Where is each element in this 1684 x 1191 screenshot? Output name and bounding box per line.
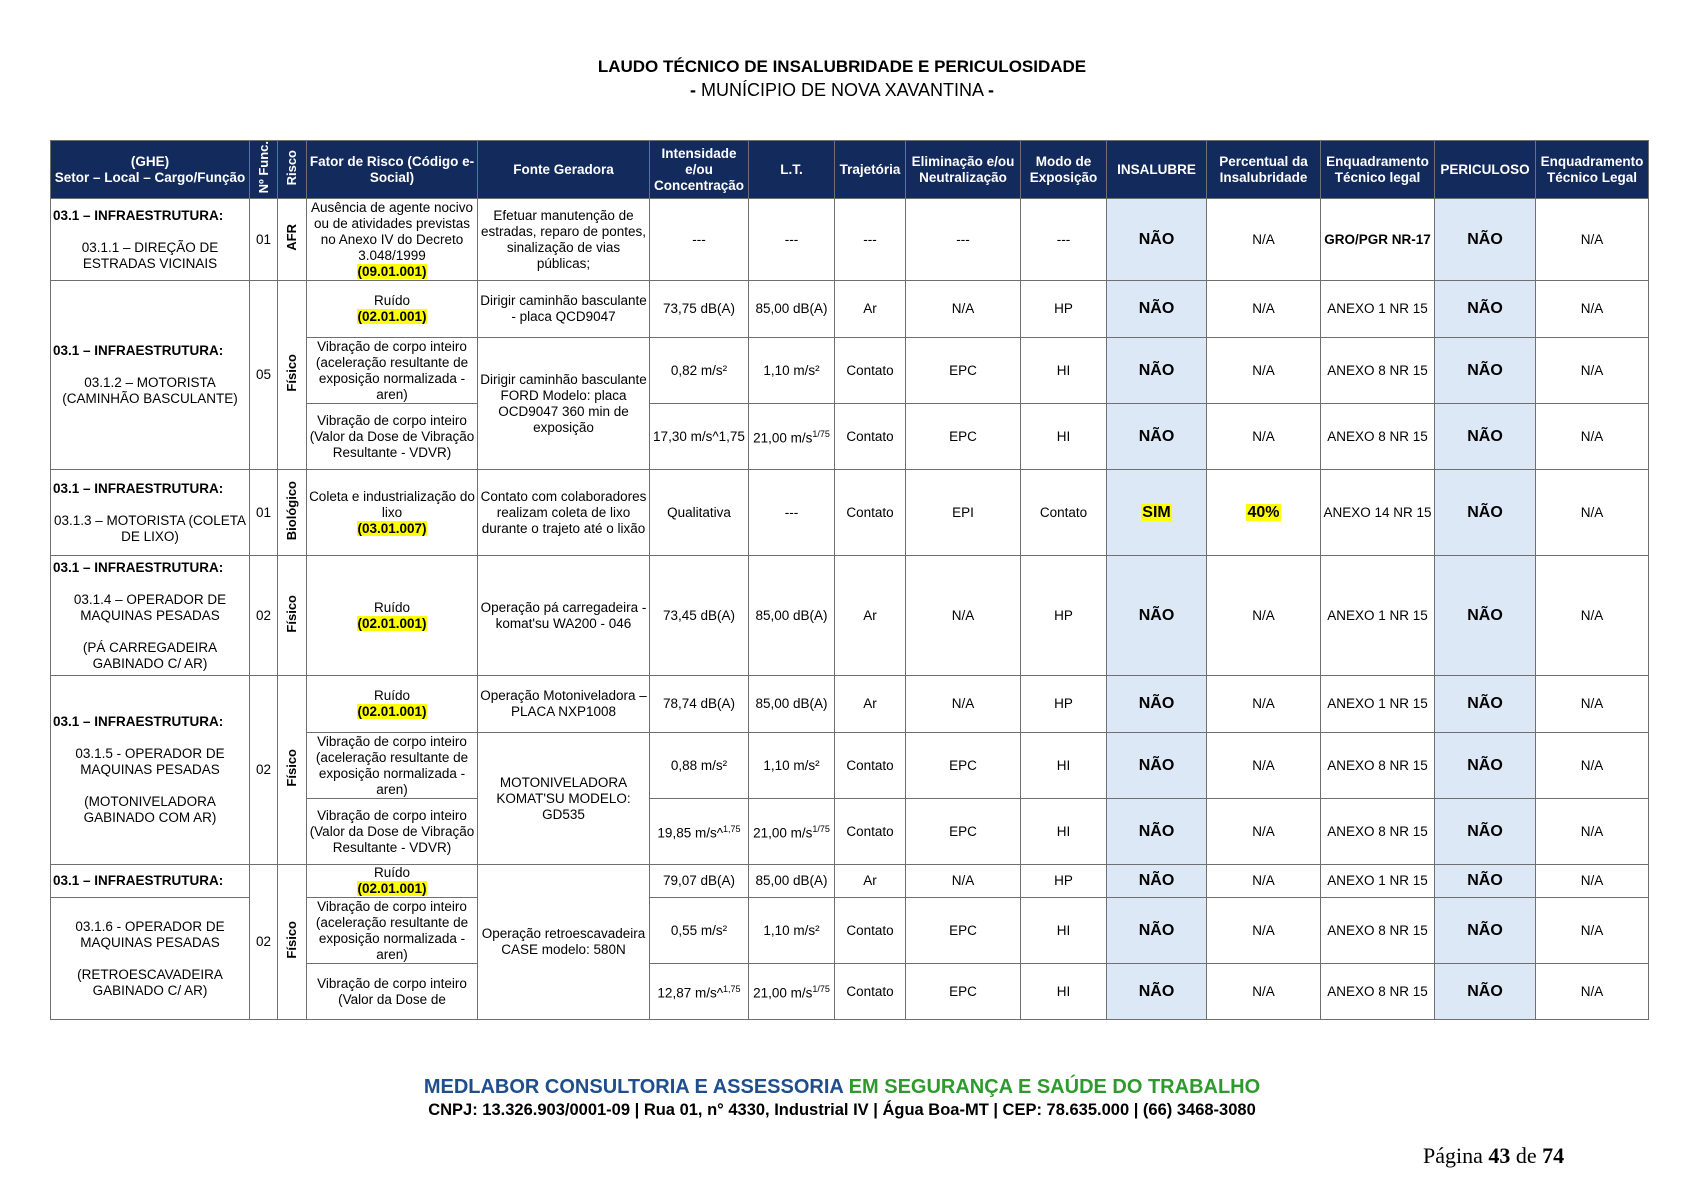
fator-cell: Vibração de corpo inteiro (Valor da Dose de	[307, 964, 478, 1020]
footer-company	[0, 1076, 1684, 1099]
trajetoria-cell: Contato	[835, 964, 906, 1020]
fator-cell: Ruído (02.01.001)	[307, 556, 478, 676]
eliminacao-cell: N/A	[906, 556, 1021, 676]
eliminacao-cell: EPC	[906, 404, 1021, 470]
trajetoria-cell: ---	[835, 199, 906, 281]
col-modo: Modo de Exposição	[1021, 141, 1107, 199]
ghe-cell: 03.1.6 - OPERADOR DE MAQUINAS PESADAS (RETROESCAVADEIRA GABINADO C/ AR)	[51, 898, 250, 1020]
intensidade-cell: 73,75 dB(A)	[650, 281, 749, 338]
nfunc-cell: 01	[250, 470, 278, 556]
insalubre-cell: NÃO	[1107, 865, 1207, 898]
subtitle-dash-left: -	[689, 80, 696, 100]
ghe-cell: 03.1 – INFRAESTRUTURA: 03.1.2 – MOTORISTA (CAMINHÃO BASCULANTE)	[51, 281, 250, 470]
intensidade-cell: 79,07 dB(A)	[650, 865, 749, 898]
col-fonte: Fonte Geradora	[478, 141, 650, 199]
nfunc-cell: 05	[250, 281, 278, 470]
periculoso-cell: NÃO	[1435, 964, 1536, 1020]
table-row	[51, 556, 1649, 676]
intensidade-cell: 0,55 m/s²	[650, 898, 749, 964]
fonte-cell: Operação Motoniveladora – PLACA NXP1008	[478, 676, 650, 733]
nfunc-cell: 01	[250, 199, 278, 281]
col-insalubre: INSALUBRE	[1107, 141, 1207, 199]
intensidade-cell: 0,88 m/s²	[650, 733, 749, 799]
document-subtitle	[0, 80, 1684, 101]
ghe-cell: 03.1 – INFRAESTRUTURA: 03.1.5 - OPERADOR DE MAQUINAS PESADAS (MOTONIVELADORA GABINADO COM AR)	[51, 676, 250, 865]
periculoso-cell: NÃO	[1435, 676, 1536, 733]
trajetoria-cell: Ar	[835, 865, 906, 898]
fator-cell: Vibração de corpo inteiro (aceleração resultante de exposição normalizada - aren)	[307, 733, 478, 799]
fator-cell: Vibração de corpo inteiro (Valor da Dose de Vibração Resultante - VDVR)	[307, 799, 478, 865]
fator-cell: Ausência de agente nocivo ou de atividades previstas no Anexo IV do Decreto 3.048/1999 (09.01.001)	[307, 199, 478, 281]
enquadramento-cell: ANEXO 1 NR 15	[1321, 281, 1435, 338]
trajetoria-cell: Ar	[835, 281, 906, 338]
insalubre-cell: NÃO	[1107, 338, 1207, 404]
modo-cell: HP	[1021, 676, 1107, 733]
enquadramento-legal-cell: N/A	[1536, 898, 1649, 964]
footer-address: CNPJ: 13.326.903/0001-09 | Rua 01, n° 4330, Industrial IV | Água Boa-MT | CEP: 78.635.000 | (66) 3468-3080	[428, 1101, 1256, 1119]
table-row	[51, 865, 1649, 898]
enquadramento-legal-cell: N/A	[1536, 799, 1649, 865]
modo-cell: HI	[1021, 898, 1107, 964]
col-intensidade: Intensidade e/ou Concentração	[650, 141, 749, 199]
modo-cell: Contato	[1021, 470, 1107, 556]
col-risco: Risco	[278, 141, 307, 199]
fonte-cell: Operação retroescavadeira CASE modelo: 580N	[478, 865, 650, 1020]
col-eliminacao: Eliminação e/ou Neutralização	[906, 141, 1021, 199]
modo-cell: ---	[1021, 199, 1107, 281]
trajetoria-cell: Contato	[835, 898, 906, 964]
table-row	[51, 281, 1649, 338]
modo-cell: HI	[1021, 733, 1107, 799]
enquadramento-legal-cell: N/A	[1536, 404, 1649, 470]
lt-cell: 1,10 m/s²	[749, 733, 835, 799]
trajetoria-cell: Contato	[835, 470, 906, 556]
ghe-cell: 03.1 – INFRAESTRUTURA: 03.1.1 – DIREÇÃO DE ESTRADAS VICINAIS	[51, 199, 250, 281]
periculoso-cell: NÃO	[1435, 281, 1536, 338]
col-enquadramento-legal: Enquadramento Técnico Legal	[1536, 141, 1649, 199]
page-number: Página 43 de 74	[1423, 1143, 1565, 1168]
col-nfunc: Nº Func.	[250, 141, 278, 199]
table-row	[51, 199, 1649, 281]
risco-cell: Físico	[278, 676, 307, 865]
footer-company-area: EM SEGURANÇA E SAÚDE DO TRABALHO	[848, 1076, 1261, 1098]
enquadramento-cell: ANEXO 1 NR 15	[1321, 556, 1435, 676]
intensidade-cell: 73,45 dB(A)	[650, 556, 749, 676]
percentual-cell: N/A	[1207, 898, 1321, 964]
insalubre-cell: NÃO	[1107, 676, 1207, 733]
enquadramento-cell: ANEXO 1 NR 15	[1321, 676, 1435, 733]
lt-cell: 85,00 dB(A)	[749, 556, 835, 676]
insalubre-cell: NÃO	[1107, 964, 1207, 1020]
col-ghe: (GHE) Setor – Local – Cargo/Função	[51, 141, 250, 199]
ghe-cell: 03.1 – INFRAESTRUTURA: 03.1.3 – MOTORISTA (COLETA DE LIXO)	[51, 470, 250, 556]
col-trajetoria: Trajetória	[835, 141, 906, 199]
trajetoria-cell: Contato	[835, 404, 906, 470]
risk-table	[50, 140, 1649, 1020]
insalubre-cell: NÃO	[1107, 556, 1207, 676]
lt-cell: 1,10 m/s²	[749, 338, 835, 404]
eliminacao-cell: N/A	[906, 676, 1021, 733]
subtitle-dash-right: -	[988, 80, 995, 100]
modo-cell: HI	[1021, 964, 1107, 1020]
periculoso-cell: NÃO	[1435, 865, 1536, 898]
fator-cell: Ruído (02.01.001)	[307, 676, 478, 733]
lt-cell: 1,10 m/s²	[749, 898, 835, 964]
percentual-cell: 40%	[1207, 470, 1321, 556]
percentual-cell: N/A	[1207, 404, 1321, 470]
enquadramento-legal-cell: N/A	[1536, 676, 1649, 733]
enquadramento-legal-cell: N/A	[1536, 470, 1649, 556]
lt-cell: ---	[749, 199, 835, 281]
table-row	[51, 470, 1649, 556]
insalubre-cell: SIM	[1107, 470, 1207, 556]
lt-cell: 21,00 $m/s^{1/75}$	[749, 799, 835, 865]
modo-cell: HI	[1021, 799, 1107, 865]
intensidade-cell: 17,30 m/s^1,75	[650, 404, 749, 470]
eliminacao-cell: EPC	[906, 964, 1021, 1020]
intensidade-cell: Qualitativa	[650, 470, 749, 556]
eliminacao-cell: EPC	[906, 799, 1021, 865]
fator-cell: Vibração de corpo inteiro (Valor da Dose de Vibração Resultante - VDVR)	[307, 404, 478, 470]
eliminacao-cell: ---	[906, 199, 1021, 281]
periculoso-cell: NÃO	[1435, 556, 1536, 676]
enquadramento-cell: ANEXO 14 NR 15	[1321, 470, 1435, 556]
enquadramento-cell: ANEXO 8 NR 15	[1321, 733, 1435, 799]
risco-cell: Físico	[278, 865, 307, 1020]
col-percentual: Percentual da Insalubridade	[1207, 141, 1321, 199]
eliminacao-cell: EPI	[906, 470, 1021, 556]
modo-cell: HP	[1021, 556, 1107, 676]
intensidade-cell: 12,87 m/s^$^{1,75}$	[650, 964, 749, 1020]
percentual-cell: N/A	[1207, 556, 1321, 676]
fonte-cell: Efetuar manutenção de estradas, reparo de pontes, sinalização de vias públicas;	[478, 199, 650, 281]
trajetoria-cell: Ar	[835, 676, 906, 733]
periculoso-cell: NÃO	[1435, 338, 1536, 404]
nfunc-cell: 02	[250, 676, 278, 865]
percentual-cell: N/A	[1207, 964, 1321, 1020]
trajetoria-cell: Contato	[835, 733, 906, 799]
modo-cell: HI	[1021, 338, 1107, 404]
insalubre-cell: NÃO	[1107, 733, 1207, 799]
enquadramento-cell: ANEXO 8 NR 15	[1321, 338, 1435, 404]
col-periculoso: PERICULOSO	[1435, 141, 1536, 199]
periculoso-cell: NÃO	[1435, 404, 1536, 470]
fator-cell: Ruído (02.01.001)	[307, 281, 478, 338]
percentual-cell: N/A	[1207, 281, 1321, 338]
intensidade-cell: ---	[650, 199, 749, 281]
enquadramento-legal-cell: N/A	[1536, 733, 1649, 799]
percentual-cell: N/A	[1207, 338, 1321, 404]
modo-cell: HP	[1021, 865, 1107, 898]
nfunc-cell: 02	[250, 865, 278, 1020]
modo-cell: HI	[1021, 404, 1107, 470]
periculoso-cell: NÃO	[1435, 733, 1536, 799]
enquadramento-legal-cell: N/A	[1536, 199, 1649, 281]
percentual-cell: N/A	[1207, 799, 1321, 865]
periculoso-cell: NÃO	[1435, 898, 1536, 964]
fator-cell: Vibração de corpo inteiro (aceleração resultante de exposição normalizada - aren)	[307, 898, 478, 964]
col-lt: L.T.	[749, 141, 835, 199]
fonte-cell: Dirigir caminhão basculante FORD Modelo: placa OCD9047 360 min de exposição	[478, 338, 650, 470]
insalubre-cell: NÃO	[1107, 199, 1207, 281]
table-header-row	[51, 141, 1649, 199]
eliminacao-cell: N/A	[906, 281, 1021, 338]
intensidade-cell: 19,85 m/s^$^{1,75}$	[650, 799, 749, 865]
insalubre-cell: NÃO	[1107, 281, 1207, 338]
enquadramento-legal-cell: N/A	[1536, 281, 1649, 338]
modo-cell: HP	[1021, 281, 1107, 338]
enquadramento-cell: GRO/PGR NR-17	[1321, 199, 1435, 281]
fator-cell: Ruído (02.01.001)	[307, 865, 478, 898]
col-fator: Fator de Risco (Código e-Social)	[307, 141, 478, 199]
intensidade-cell: 78,74 dB(A)	[650, 676, 749, 733]
risco-cell: AFR	[278, 199, 307, 281]
trajetoria-cell: Ar	[835, 556, 906, 676]
fonte-cell: Operação pá carregadeira - komat'su WA200 - 046	[478, 556, 650, 676]
lt-cell: ---	[749, 470, 835, 556]
fonte-cell: Dirigir caminhão basculante - placa QCD9047	[478, 281, 650, 338]
intensidade-cell: 0,82 m/s²	[650, 338, 749, 404]
insalubre-cell: NÃO	[1107, 898, 1207, 964]
lt-cell: 85,00 dB(A)	[749, 865, 835, 898]
enquadramento-legal-cell: N/A	[1536, 556, 1649, 676]
risco-cell: Físico	[278, 281, 307, 470]
enquadramento-legal-cell: N/A	[1536, 338, 1649, 404]
enquadramento-legal-cell: N/A	[1536, 964, 1649, 1020]
percentual-cell: N/A	[1207, 199, 1321, 281]
table-row	[51, 676, 1649, 733]
eliminacao-cell: EPC	[906, 733, 1021, 799]
subtitle-text: MUNÍCIPIO DE NOVA XAVANTINA	[700, 80, 984, 100]
enquadramento-cell: ANEXO 8 NR 15	[1321, 964, 1435, 1020]
percentual-cell: N/A	[1207, 865, 1321, 898]
insalubre-cell: NÃO	[1107, 404, 1207, 470]
lt-cell: 85,00 dB(A)	[749, 676, 835, 733]
ghe-cell-title: 03.1 – INFRAESTRUTURA:	[51, 865, 250, 898]
enquadramento-cell: ANEXO 8 NR 15	[1321, 799, 1435, 865]
eliminacao-cell: EPC	[906, 898, 1021, 964]
document-title: LAUDO TÉCNICO DE INSALUBRIDADE E PERICULOSIDADE	[597, 57, 1087, 76]
percentual-cell: N/A	[1207, 676, 1321, 733]
enquadramento-cell: ANEXO 8 NR 15	[1321, 898, 1435, 964]
eliminacao-cell: N/A	[906, 865, 1021, 898]
lt-cell: 21,00 $m/s^{1/75}$	[749, 404, 835, 470]
risco-cell: Biológico	[278, 470, 307, 556]
risco-cell: Físico	[278, 556, 307, 676]
eliminacao-cell: EPC	[906, 338, 1021, 404]
periculoso-cell: NÃO	[1435, 799, 1536, 865]
periculoso-cell: NÃO	[1435, 470, 1536, 556]
fonte-cell: MOTONIVELADORA KOMAT'SU MODELO: GD535	[478, 733, 650, 865]
trajetoria-cell: Contato	[835, 338, 906, 404]
enquadramento-cell: ANEXO 8 NR 15	[1321, 404, 1435, 470]
lt-cell: 21,00 $m/s^{1/75}$	[749, 964, 835, 1020]
fonte-cell: Contato com colaboradores realizam coleta de lixo durante o trajeto até o lixão	[478, 470, 650, 556]
periculoso-cell: NÃO	[1435, 199, 1536, 281]
ghe-cell: 03.1 – INFRAESTRUTURA: 03.1.4 – OPERADOR DE MAQUINAS PESADAS (PÁ CARREGADEIRA GABINADO C/ AR)	[51, 556, 250, 676]
trajetoria-cell: Contato	[835, 799, 906, 865]
nfunc-cell: 02	[250, 556, 278, 676]
insalubre-cell: NÃO	[1107, 799, 1207, 865]
enquadramento-cell: ANEXO 1 NR 15	[1321, 865, 1435, 898]
lt-cell: 85,00 dB(A)	[749, 281, 835, 338]
col-enquadramento: Enquadramento Técnico legal	[1321, 141, 1435, 199]
percentual-cell: N/A	[1207, 733, 1321, 799]
enquadramento-legal-cell: N/A	[1536, 865, 1649, 898]
fator-cell: Coleta e industrialização do lixo (03.01.007)	[307, 470, 478, 556]
fator-cell: Vibração de corpo inteiro (aceleração resultante de exposição normalizada - aren)	[307, 338, 478, 404]
footer-company-name: MEDLABOR CONSULTORIA E ASSESSORIA	[423, 1076, 844, 1098]
